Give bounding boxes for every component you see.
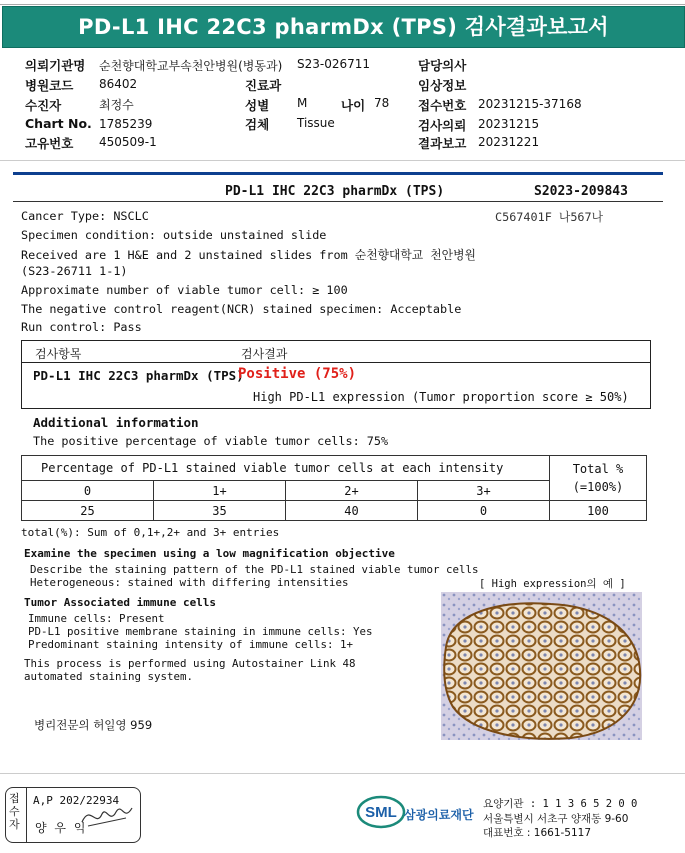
clinical-label: 임상정보 xyxy=(418,78,467,93)
sex-label: 성별 xyxy=(245,98,270,113)
stamp-line2: 양 우 익 xyxy=(35,821,88,835)
histology-image-graphic xyxy=(441,592,642,740)
result-item-header: 검사항목 xyxy=(35,347,82,361)
report-title-row xyxy=(13,181,663,202)
immune-title: Tumor Associated immune cells xyxy=(24,596,217,609)
report-title-bar xyxy=(2,6,685,48)
additional-title: Additional information xyxy=(33,415,199,430)
footer-divider xyxy=(0,773,685,774)
sample-code: S23-026711 xyxy=(297,57,371,71)
stamp-line1: A,P 202/22934 xyxy=(33,794,120,807)
hospital-code-value: 86402 xyxy=(99,77,138,91)
dept-label: 진료과 xyxy=(245,78,282,93)
total-header-cell xyxy=(550,456,647,501)
immune-line2: PD-L1 positive membrane staining in immune cells: Yes xyxy=(28,625,373,638)
total-header: Total % xyxy=(572,462,624,476)
result-label: 결과보고 xyxy=(418,136,467,151)
intensity-header: Percentage of PD-L1 stained viable tumor cells at each intensity xyxy=(22,456,550,481)
report-top-rule xyxy=(13,172,663,175)
received-id: (S23-26711 1-1) xyxy=(21,264,128,278)
receipt-value: 20231215-37168 xyxy=(478,97,582,111)
process-line1: This process is performed using Autostainer Link 48 xyxy=(24,657,356,670)
intensity-val-3: 0 xyxy=(418,501,550,521)
intensity-col-1: 1+ xyxy=(154,481,286,501)
chart-value: 1785239 xyxy=(99,117,153,131)
doctor-label: 담당의사 xyxy=(418,58,467,73)
sml-logo xyxy=(356,795,406,829)
institution-label: 의뢰기관명 xyxy=(25,58,86,73)
histology-image xyxy=(441,592,642,740)
result-item: PD-L1 IHC 22C3 pharmDx (TPS) xyxy=(33,368,244,383)
collector-value: 최정수 xyxy=(99,98,134,112)
signature-graphic xyxy=(78,800,138,830)
receipt-label: 접수번호 xyxy=(418,98,467,113)
examine-line1: Describe the staining pattern of the PD-L1 stained viable tumor cells xyxy=(30,563,479,576)
company-address: 서울특별시 서초구 양재동 9-60 xyxy=(483,813,629,825)
company-name: 삼광의료재단 xyxy=(404,808,474,822)
result-value-header: 검사결과 xyxy=(241,347,288,361)
total-note: total(%): Sum of 0,1+,2+ and 3+ entries xyxy=(21,526,280,539)
stamp-separator xyxy=(26,788,27,842)
examine-title: Examine the specimen using a low magnification objective xyxy=(24,547,395,560)
institution-value: 순천향대학교부속천안병원(병동과) xyxy=(99,59,283,73)
pathologist: 병리전문의 허일영 959 xyxy=(34,718,153,732)
sml-logo-icon xyxy=(356,795,406,829)
request-value: 20231215 xyxy=(478,117,540,131)
intensity-col-3: 3+ xyxy=(418,481,550,501)
slide-code: C567401F 나567나 xyxy=(495,210,604,224)
company-phone: 대표번호 : 1661-5117 xyxy=(483,827,592,839)
immune-line1: Immune cells: Present xyxy=(28,612,165,625)
additional-text: The positive percentage of viable tumor cells: 75% xyxy=(33,434,389,448)
specimen-label: 검체 xyxy=(245,117,270,132)
result-box-divider xyxy=(22,362,650,363)
specimen-value: Tissue xyxy=(297,116,335,130)
sex-value: M xyxy=(297,96,308,110)
unique-label: 고유번호 xyxy=(25,136,74,151)
intensity-val-0: 25 xyxy=(22,501,154,521)
frame-line-mid xyxy=(0,160,685,161)
stamp-side-label: 접수자 xyxy=(9,792,20,831)
report-title: PD-L1 IHC 22C3 pharmDx (TPS) 검사결과보고서 xyxy=(78,15,609,39)
result-positive: Positive (75%) xyxy=(238,366,357,382)
unique-value: 450509-1 xyxy=(99,135,157,149)
intensity-col-2: 2+ xyxy=(286,481,418,501)
viable-cells: Approximate number of viable tumor cell: ≥ 100 xyxy=(21,283,348,297)
request-label: 검사의뢰 xyxy=(418,118,467,133)
examine-line2: Heterogeneous: stained with differing intensities xyxy=(30,576,349,589)
receipt-stamp xyxy=(5,787,141,843)
age-label: 나이 xyxy=(341,98,366,113)
intensity-table xyxy=(21,455,647,521)
specimen-condition: Specimen condition: outside unstained slide xyxy=(21,228,327,242)
intensity-col-0: 0 xyxy=(22,481,154,501)
result-value: 20231221 xyxy=(478,135,540,149)
result-box xyxy=(21,340,651,409)
process-line2: automated staining system. xyxy=(24,670,194,683)
total-sub: (=100%) xyxy=(572,480,624,494)
collector-label: 수진자 xyxy=(25,98,62,113)
cancer-type: Cancer Type: NSCLC xyxy=(21,209,149,223)
run-control: Run control: Pass xyxy=(21,320,142,334)
result-expression: High PD-L1 expression (Tumor proportion score ≥ 50%) xyxy=(253,390,629,404)
frame-line-top xyxy=(0,4,685,5)
received-line: Received are 1 H&E and 2 unstained slides from 순천향대학교 천안병원 xyxy=(21,248,476,262)
immune-line3: Predominant staining intensity of immune cells: 1+ xyxy=(28,638,354,651)
chart-label: Chart No. xyxy=(25,116,92,131)
age-value: 78 xyxy=(374,96,390,110)
agency-number: 요양기관 : 1 1 3 6 5 2 0 0 xyxy=(483,798,638,810)
sml-logo-text: SML xyxy=(365,804,397,821)
intensity-val-2: 40 xyxy=(286,501,418,521)
ncr-line: The negative control reagent(NCR) stained specimen: Acceptable xyxy=(21,302,462,316)
report-test-title: PD-L1 IHC 22C3 pharmDx (TPS) xyxy=(225,184,445,199)
intensity-val-1: 35 xyxy=(154,501,286,521)
image-caption: [ High expression의 예 ] xyxy=(479,578,626,590)
report-number: S2023-209843 xyxy=(534,184,628,199)
intensity-total: 100 xyxy=(550,501,647,521)
hospital-code-label: 병원코드 xyxy=(25,78,74,93)
